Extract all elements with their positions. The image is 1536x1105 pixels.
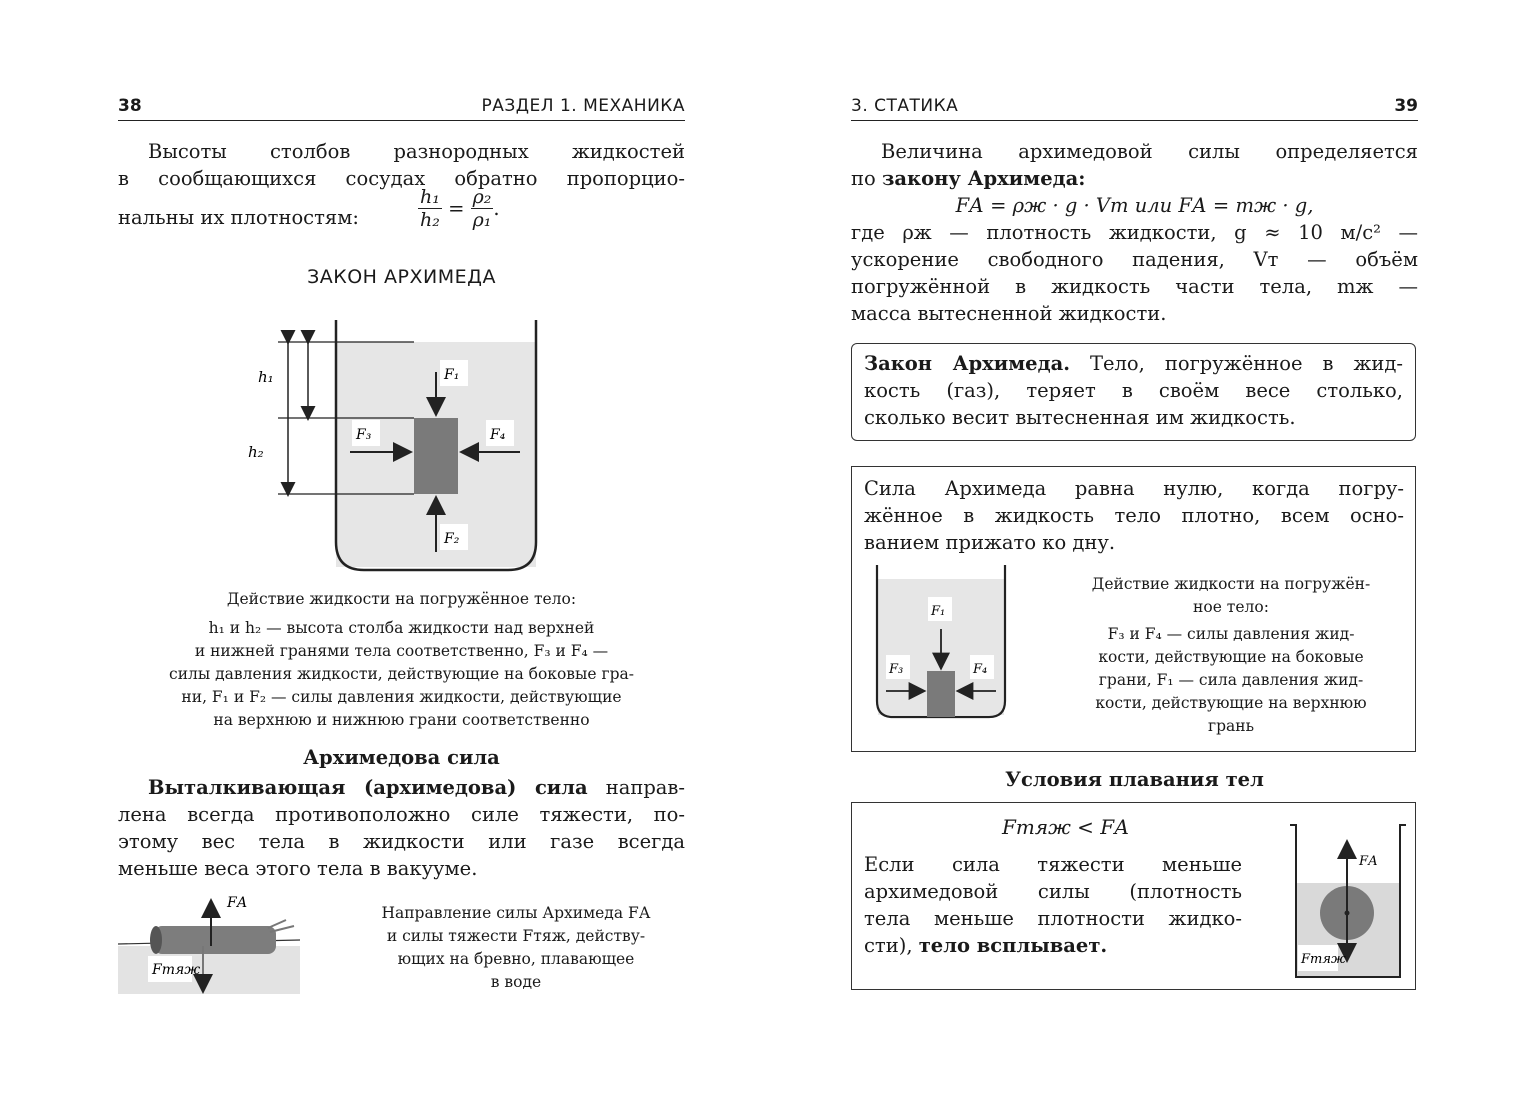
zero-force-box: Сила Архимеда равна нулю, когда погру- жённое в жидкость тело плотно, всем осно- ванием прижато ко дну. F₁ F₃ F₄ Действие жидкости на погружён- ное тело: F₃ и F₄ — силы давления жид- кости, действующие на боковые грани, F₁ — сила давления жид- кости, действующие на верхнюю грань (851, 466, 1416, 752)
archimedes-formula: FА = ρж · g · Vт или FА = mж · g, (955, 194, 1314, 217)
figure2-caption: Направление силы Архимеда FА и силы тяжести Fтяж, действу- ющих на бревно, плавающее в воде (381, 904, 651, 991)
label-f1: F₁ (444, 367, 460, 383)
communicating-vessels-text: Высоты столбов разнородных жидкостей в сообщающихся сосудах обратно пропорцио- нальны их плотностям: $\frac{\text{h₁}}{\text{h₂}}$ = $\frac{\text{ρ₂}}{\text{ρ₁}}$ . (118, 140, 685, 231)
bottom-body-diagram (874, 563, 1008, 723)
buoyant-force-text: Выталкивающая (архимедова) сила направ- лена всегда противоположно силе тяжести, по- этому вес тела в жидкости или газе всегда меньше веса этого тела в вакууме. (118, 776, 685, 880)
figure3-caption: Действие жидкости на погружён- ное тело: F₃ и F₄ — силы давления жид- кости, действующие на боковые грани, F₁ — сила давления жид- кости, действующие на верхнюю грань (1091, 575, 1371, 735)
running-head: РАЗДЕЛ 1. МЕХАНИКА (481, 96, 685, 116)
running-head: 3. СТАТИКА (851, 96, 959, 116)
svg-text:F₃: F₃ (889, 662, 904, 677)
archimedes-law-intro: Величина архимедовой силы определяется по закону Архимеда: FА = ρж · g · Vт или FА = mж · g, где ρж — плотность жидкости, g ≈ 10 м/с² — ускорение свободного падения, Vт — объём погружённой в жидкость части тела, mж — масса вытесненной жидкости. (851, 140, 1418, 325)
figure1-caption: Действие жидкости на погружённое тело: h₁ и h₂ — высота столба жидкости над верхней и нижней гранями тела соответственно, F₃ и F₄ — силы давления жидкости, действующие на боковые гра- ни, F₁ и F₂ — силы давления жидкости, действующие на верхнюю и нижнюю грани соответственно (169, 590, 634, 729)
float-condition: Fтяж < FА (1002, 815, 1130, 839)
svg-text:F₁: F₁ (931, 604, 946, 619)
density-fraction: $\frac{\text{h₁}}{\text{h₂}}$ = $\frac{\text{ρ₂}}{\text{ρ₁}}$ . (420, 186, 500, 231)
archimedes-law-box: Закон Архимеда. Тело, погружённое в жид- кость (газ), теряет в своём весе столько, сколько весит вытесненная им жидкость. (851, 343, 1416, 441)
floating-ball-diagram (1284, 817, 1412, 981)
label-f3: F₃ (356, 427, 372, 443)
label-f4: F₄ (490, 427, 506, 443)
page-number: 38 (118, 96, 142, 116)
immersed-body (414, 418, 458, 494)
floating-conditions-heading: Условия плавания тел (1005, 768, 1264, 791)
right-page (851, 0, 1418, 1105)
label-fa: FА (227, 895, 248, 911)
svg-text:F₄: F₄ (973, 662, 988, 677)
label-f2: F₂ (444, 531, 460, 547)
label-h2: h₂ (248, 443, 264, 461)
label-h1: h₁ (258, 368, 274, 386)
page-number: 39 (1394, 96, 1418, 116)
log-diagram (118, 886, 300, 994)
log (154, 926, 276, 954)
left-page (118, 0, 685, 1105)
svg-text:Fтяж: Fтяж (1301, 952, 1346, 967)
page-header (851, 94, 1418, 121)
section-title: ЗАКОН АРХИМЕДА (307, 266, 496, 288)
label-ft: Fтяж (152, 962, 201, 978)
svg-text:FА: FА (1359, 854, 1378, 869)
archimedes-force-heading: Архимедова сила (303, 746, 500, 769)
archimedes-diagram (248, 312, 548, 582)
floating-condition-box: Fтяж < FА Если сила тяжести меньше архимедовой силы (плотность тела меньше плотности жидко- сти), тело всплывает. FА Fтяж (851, 802, 1416, 990)
page-header (118, 94, 685, 121)
